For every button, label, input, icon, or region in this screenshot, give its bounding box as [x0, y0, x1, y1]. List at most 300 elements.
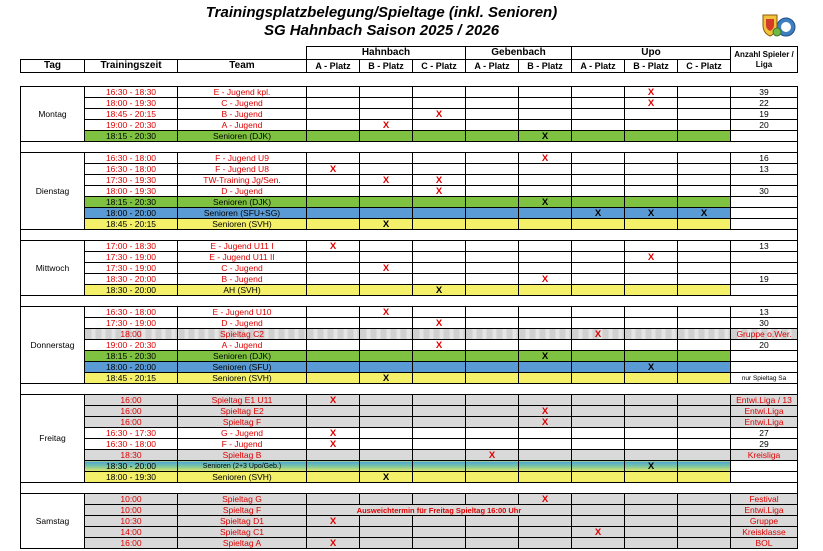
hahnbach-a-cell	[307, 362, 360, 373]
team-name: E - Jugend kpl.	[178, 87, 307, 98]
player-count: Entwi.Liga	[731, 417, 798, 428]
hahnbach-c-cell	[413, 307, 466, 318]
player-count	[731, 472, 798, 483]
upo-b-cell	[625, 439, 678, 450]
hahnbach-b-cell	[360, 527, 413, 538]
upo-c-platz: C - Platz	[678, 60, 731, 73]
table-row	[21, 406, 798, 417]
table-row	[21, 197, 798, 208]
training-time: 16:30 - 18:30	[85, 87, 178, 98]
gebenbach-a-cell	[466, 417, 519, 428]
booking-mark: X	[700, 207, 708, 219]
gebenbach-a-cell	[466, 428, 519, 439]
player-count	[731, 197, 798, 208]
booking-mark: X	[541, 152, 549, 164]
table-row	[21, 307, 798, 318]
day-separator	[21, 296, 798, 307]
gebenbach-a-cell	[466, 131, 519, 142]
hahnbach-c-cell	[413, 362, 466, 373]
gebenbach-b-cell	[519, 516, 572, 527]
team-name: Senioren (SVH)	[178, 219, 307, 230]
training-time: 18:45 - 20:15	[85, 219, 178, 230]
table-row	[21, 351, 798, 362]
table-row	[21, 362, 798, 373]
day-label: Samstag	[21, 494, 85, 549]
player-count	[731, 131, 798, 142]
upo-b-cell	[625, 527, 678, 538]
upo-b-cell	[625, 428, 678, 439]
team-name: Senioren (DJK)	[178, 197, 307, 208]
booking-mark: X	[647, 251, 655, 263]
upo-c-cell	[678, 527, 731, 538]
gebenbach-a-cell	[466, 263, 519, 274]
player-count: 20	[731, 120, 798, 131]
hahnbach-a-cell	[307, 439, 360, 450]
hahnbach-b-cell	[360, 153, 413, 164]
upo-c-cell	[678, 516, 731, 527]
gebenbach-b-cell	[519, 340, 572, 351]
upo-b-cell	[625, 197, 678, 208]
hahnbach-c-cell	[413, 516, 466, 527]
training-time: 17:30 - 19:00	[85, 252, 178, 263]
upo-a-cell	[572, 527, 625, 538]
table-row	[21, 285, 798, 296]
table-row	[21, 164, 798, 175]
upo-a-cell	[572, 252, 625, 263]
upo-c-cell	[678, 208, 731, 219]
gebenbach-a-cell	[466, 538, 519, 549]
hahnbach-c-cell	[413, 318, 466, 329]
hahnbach-a-cell	[307, 285, 360, 296]
hahnbach-a-cell	[307, 274, 360, 285]
hahnbach-a-cell	[307, 153, 360, 164]
hahnbach-b-cell	[360, 439, 413, 450]
day-separator	[21, 142, 798, 153]
hahnbach-a-cell	[307, 197, 360, 208]
upo-a-cell	[572, 439, 625, 450]
gebenbach-b-cell	[519, 428, 572, 439]
hahnbach-b-cell	[360, 87, 413, 98]
alternate-date-note: Ausweichtermin für Freitag Spieltag 16:00 Uhr	[356, 505, 522, 515]
table-row	[21, 208, 798, 219]
upo-b-cell	[625, 516, 678, 527]
hahnbach-c-cell	[413, 494, 466, 505]
hahnbach-a-cell	[307, 373, 360, 384]
hahnbach-a-cell	[307, 329, 360, 340]
hahnbach-a-platz: A - Platz	[307, 60, 360, 73]
hahnbach-c-cell	[413, 186, 466, 197]
upo-a-cell	[572, 461, 625, 472]
upo-a-cell	[572, 131, 625, 142]
player-count: 39	[731, 87, 798, 98]
training-time: 16:30 - 17:30	[85, 428, 178, 439]
player-count: Gruppe	[731, 516, 798, 527]
upo-c-cell	[678, 494, 731, 505]
player-count: BOL	[731, 538, 798, 549]
upo-b-cell	[625, 208, 678, 219]
upo-a-cell	[572, 406, 625, 417]
booking-mark: X	[594, 207, 602, 219]
upo-a-cell	[572, 307, 625, 318]
training-time: 18:15 - 20:30	[85, 351, 178, 362]
hahnbach-c-cell	[413, 417, 466, 428]
table-row	[21, 516, 798, 527]
gebenbach-b-cell	[519, 186, 572, 197]
upo-a-cell	[572, 120, 625, 131]
hahnbach-c-cell	[413, 219, 466, 230]
upo-c-cell	[678, 274, 731, 285]
player-count: 30	[731, 186, 798, 197]
gebenbach-a-cell	[466, 252, 519, 263]
booking-mark: X	[647, 207, 655, 219]
gebenbach-b-cell	[519, 406, 572, 417]
training-time: 17:00 - 18:30	[85, 241, 178, 252]
training-time: 18:00 - 20:00	[85, 208, 178, 219]
player-count: Kreisklasse	[731, 527, 798, 538]
hahnbach-b-cell	[360, 450, 413, 461]
training-time: 19:00 - 20:30	[85, 340, 178, 351]
upo-b-cell	[625, 351, 678, 362]
upo-b-cell	[625, 274, 678, 285]
table-row	[21, 450, 798, 461]
hahnbach-c-cell	[413, 164, 466, 175]
team-name: Spieltag E2	[178, 406, 307, 417]
gebenbach-a-platz: A - Platz	[466, 60, 519, 73]
training-time: 10:00	[85, 505, 178, 516]
gebenbach-b-cell	[519, 395, 572, 406]
hahnbach-a-cell	[307, 406, 360, 417]
booking-mark: X	[382, 306, 390, 318]
booking-mark: X	[382, 262, 390, 274]
training-time: 18:00 - 19:30	[85, 98, 178, 109]
upo-b-cell	[625, 252, 678, 263]
gebenbach-a-cell	[466, 98, 519, 109]
upo-a-cell	[572, 186, 625, 197]
training-time: 17:30 - 19:30	[85, 175, 178, 186]
training-time: 14:00	[85, 527, 178, 538]
gebenbach-a-cell	[466, 472, 519, 483]
day-separator	[21, 483, 798, 494]
upo-c-cell	[678, 395, 731, 406]
upo-b-cell	[625, 450, 678, 461]
hahnbach-b-cell	[360, 516, 413, 527]
team-name: AH (SVH)	[178, 285, 307, 296]
player-count: Festival	[731, 494, 798, 505]
hahnbach-a-cell	[307, 318, 360, 329]
hahnbach-b-cell	[360, 285, 413, 296]
table-row	[21, 527, 798, 538]
training-time: 17:30 - 19:00	[85, 263, 178, 274]
team-name: Senioren (SFU)	[178, 362, 307, 373]
player-count: 16	[731, 153, 798, 164]
training-time: 16:00	[85, 406, 178, 417]
gebenbach-a-cell	[466, 285, 519, 296]
gebenbach-b-cell	[519, 109, 572, 120]
hahnbach-c-cell	[413, 241, 466, 252]
player-count: Entwi.Liga	[731, 505, 798, 516]
booking-mark: X	[329, 438, 337, 450]
upo-b-cell	[625, 131, 678, 142]
gebenbach-a-cell	[466, 186, 519, 197]
upo-b-cell	[625, 285, 678, 296]
upo-c-cell	[678, 197, 731, 208]
table-row	[21, 373, 798, 384]
gebenbach-a-cell	[466, 516, 519, 527]
col-time-header: Trainingszeit	[85, 60, 178, 73]
gebenbach-a-cell	[466, 109, 519, 120]
upo-c-cell	[678, 406, 731, 417]
table-row	[21, 131, 798, 142]
upo-b-cell	[625, 175, 678, 186]
hahnbach-b-cell	[360, 219, 413, 230]
booking-mark: X	[382, 471, 390, 483]
upo-b-cell	[625, 87, 678, 98]
player-count	[731, 219, 798, 230]
training-time: 16:30 - 18:00	[85, 439, 178, 450]
player-count	[731, 175, 798, 186]
booking-mark: X	[435, 108, 443, 120]
upo-a-cell	[572, 329, 625, 340]
gebenbach-a-cell	[466, 197, 519, 208]
hahnbach-c-cell	[413, 472, 466, 483]
upo-c-cell	[678, 538, 731, 549]
hahnbach-b-cell	[360, 461, 413, 472]
upo-c-cell	[678, 373, 731, 384]
gebenbach-b-cell	[519, 527, 572, 538]
booking-mark: X	[541, 493, 549, 505]
hahnbach-b-cell	[360, 329, 413, 340]
gebenbach-a-cell	[466, 120, 519, 131]
booking-mark: X	[594, 526, 602, 538]
gebenbach-b-cell	[519, 494, 572, 505]
player-count: Kreisliga	[731, 450, 798, 461]
hahnbach-a-cell	[307, 263, 360, 274]
team-name: G - Jugend	[178, 428, 307, 439]
upo-c-cell	[678, 153, 731, 164]
upo-a-platz: A - Platz	[572, 60, 625, 73]
col-tag-header: Tag	[21, 60, 85, 73]
hahnbach-a-cell	[307, 164, 360, 175]
training-time: 18:00 - 19:30	[85, 186, 178, 197]
hahnbach-c-cell	[413, 461, 466, 472]
venue-gebenbach: Gebenbach	[466, 47, 572, 60]
table-row	[21, 439, 798, 450]
table-row	[21, 175, 798, 186]
upo-b-cell	[625, 373, 678, 384]
hahnbach-b-cell	[360, 186, 413, 197]
team-name: C - Jugend	[178, 263, 307, 274]
player-count: Gruppe o.Wer.	[731, 329, 798, 340]
upo-c-cell	[678, 285, 731, 296]
gebenbach-a-cell	[466, 318, 519, 329]
table-row	[21, 263, 798, 274]
upo-a-cell	[572, 109, 625, 120]
day-separator	[21, 384, 798, 395]
training-time: 10:00	[85, 494, 178, 505]
team-name: Senioren (SVH)	[178, 373, 307, 384]
hahnbach-c-platz: C - Platz	[413, 60, 466, 73]
team-name: C - Jugend	[178, 98, 307, 109]
gebenbach-b-cell	[519, 98, 572, 109]
team-name: Spieltag A	[178, 538, 307, 549]
table-row	[21, 538, 798, 549]
player-count: 29	[731, 439, 798, 450]
training-time: 16:30 - 18:00	[85, 153, 178, 164]
player-count: 13	[731, 307, 798, 318]
hahnbach-a-cell	[307, 472, 360, 483]
hahnbach-b-cell	[360, 197, 413, 208]
hahnbach-a-cell	[307, 186, 360, 197]
table-row	[21, 98, 798, 109]
upo-a-cell	[572, 263, 625, 274]
booking-mark: X	[435, 317, 443, 329]
hahnbach-b-cell	[360, 318, 413, 329]
upo-c-cell	[678, 439, 731, 450]
hahnbach-c-cell	[413, 439, 466, 450]
gebenbach-b-cell	[519, 263, 572, 274]
player-count: 13	[731, 241, 798, 252]
training-time: 18:30 - 20:00	[85, 285, 178, 296]
training-time: 10:30	[85, 516, 178, 527]
table-row	[21, 120, 798, 131]
upo-b-cell	[625, 472, 678, 483]
upo-c-cell	[678, 450, 731, 461]
training-time: 18:45 - 20:15	[85, 109, 178, 120]
upo-a-cell	[572, 538, 625, 549]
hahnbach-b-cell	[360, 472, 413, 483]
schedule-header	[20, 46, 798, 73]
gebenbach-b-cell	[519, 362, 572, 373]
hahnbach-a-cell	[307, 87, 360, 98]
hahnbach-c-cell	[413, 527, 466, 538]
schedule-body	[20, 86, 798, 549]
gebenbach-a-cell	[466, 527, 519, 538]
upo-b-cell	[625, 406, 678, 417]
team-name: B - Jugend	[178, 274, 307, 285]
upo-a-cell	[572, 87, 625, 98]
table-row	[21, 329, 798, 340]
upo-b-cell	[625, 494, 678, 505]
upo-a-cell	[572, 351, 625, 362]
upo-a-cell	[572, 340, 625, 351]
upo-b-cell	[625, 395, 678, 406]
table-row	[21, 153, 798, 164]
team-name: E - Jugend U11 II	[178, 252, 307, 263]
gebenbach-b-cell	[519, 219, 572, 230]
hahnbach-b-cell	[360, 395, 413, 406]
upo-c-cell	[678, 340, 731, 351]
hahnbach-a-cell	[307, 494, 360, 505]
booking-mark: X	[382, 174, 390, 186]
training-time: 18:00	[85, 329, 178, 340]
booking-mark: X	[488, 449, 496, 461]
upo-a-cell	[572, 208, 625, 219]
table-row	[21, 461, 798, 472]
upo-b-cell	[625, 307, 678, 318]
upo-c-cell	[678, 351, 731, 362]
hahnbach-c-cell	[413, 131, 466, 142]
hahnbach-b-cell	[360, 406, 413, 417]
booking-mark: X	[329, 163, 337, 175]
player-count: nur Spieltag Sa	[731, 373, 798, 384]
team-name: B - Jugend	[178, 109, 307, 120]
hahnbach-b-cell	[360, 241, 413, 252]
gebenbach-a-cell	[466, 351, 519, 362]
gebenbach-b-cell	[519, 329, 572, 340]
hahnbach-c-cell	[413, 395, 466, 406]
table-row	[21, 252, 798, 263]
gebenbach-b-cell	[519, 285, 572, 296]
upo-c-cell	[678, 252, 731, 263]
team-name: A - Jugend	[178, 120, 307, 131]
gebenbach-b-cell	[519, 351, 572, 362]
hahnbach-c-cell	[413, 208, 466, 219]
upo-b-cell	[625, 186, 678, 197]
booking-mark: X	[647, 460, 655, 472]
gebenbach-a-cell	[466, 461, 519, 472]
team-name: A - Jugend	[178, 340, 307, 351]
gebenbach-a-cell	[466, 241, 519, 252]
upo-a-cell	[572, 373, 625, 384]
player-count	[731, 461, 798, 472]
upo-a-cell	[572, 318, 625, 329]
hahnbach-c-cell	[413, 197, 466, 208]
team-name: F - Jugend U8	[178, 164, 307, 175]
training-time: 18:00 - 20:00	[85, 362, 178, 373]
player-count	[731, 252, 798, 263]
upo-a-cell	[572, 417, 625, 428]
hahnbach-b-cell	[360, 164, 413, 175]
hahnbach-b-cell	[360, 428, 413, 439]
team-name: Spieltag B	[178, 450, 307, 461]
team-name: Spieltag E1 U11	[178, 395, 307, 406]
venue-hahnbach: Hahnbach	[307, 47, 466, 60]
player-count: 19	[731, 274, 798, 285]
training-time: 16:00	[85, 395, 178, 406]
upo-c-cell	[678, 329, 731, 340]
upo-c-cell	[678, 362, 731, 373]
day-label: Donnerstag	[21, 307, 85, 384]
hahnbach-b-cell	[360, 109, 413, 120]
upo-b-cell	[625, 263, 678, 274]
hahnbach-c-cell	[413, 153, 466, 164]
gebenbach-a-cell	[466, 307, 519, 318]
table-row	[21, 340, 798, 351]
upo-b-cell	[625, 318, 678, 329]
team-name: F - Jugend U9	[178, 153, 307, 164]
hahnbach-b-cell	[360, 175, 413, 186]
upo-c-cell	[678, 307, 731, 318]
gebenbach-a-cell	[466, 164, 519, 175]
table-row	[21, 395, 798, 406]
table-row	[21, 241, 798, 252]
club-crest-icon	[757, 12, 797, 38]
hahnbach-a-cell	[307, 208, 360, 219]
hahnbach-c-cell	[413, 87, 466, 98]
hahnbach-a-cell	[307, 307, 360, 318]
training-time: 18:00 - 19:30	[85, 472, 178, 483]
upo-a-cell	[572, 241, 625, 252]
upo-b-cell	[625, 417, 678, 428]
upo-c-cell	[678, 164, 731, 175]
hahnbach-b-cell	[360, 252, 413, 263]
table-row	[21, 417, 798, 428]
team-name: E - Jugend U10	[178, 307, 307, 318]
hahnbach-a-cell	[307, 417, 360, 428]
hahnbach-c-cell	[413, 340, 466, 351]
hahnbach-a-cell	[307, 120, 360, 131]
training-time: 18:15 - 20:30	[85, 131, 178, 142]
